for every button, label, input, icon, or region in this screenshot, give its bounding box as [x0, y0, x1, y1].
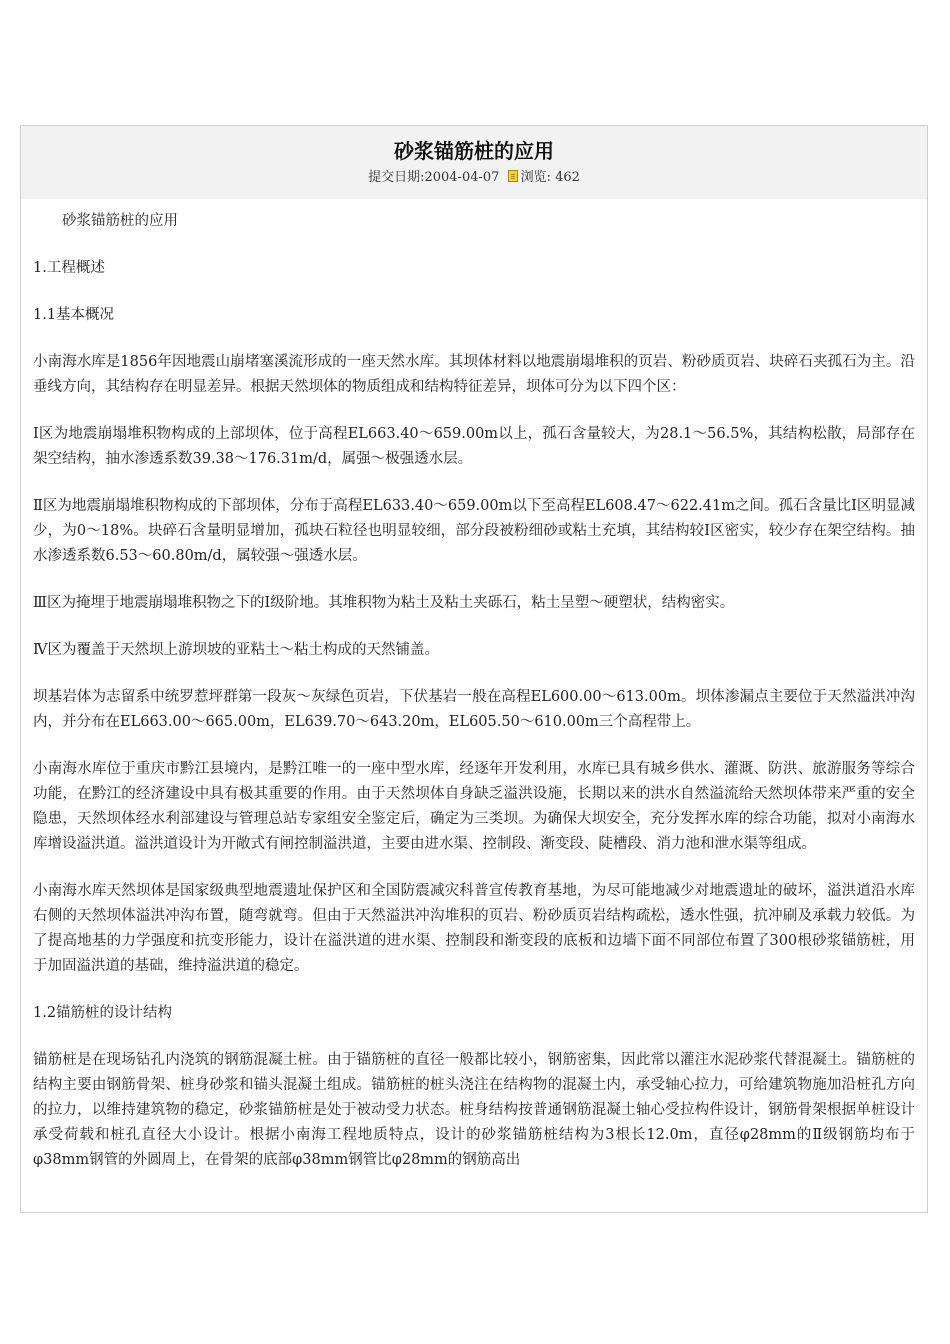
views-label: 浏览:: [520, 170, 551, 185]
paragraph: Ⅳ区为覆盖于天然坝上游坝坡的亚粘土～粘土构成的天然铺盖。: [33, 642, 439, 658]
article-header: [21, 126, 927, 199]
article-title: 砂浆锚筋桩的应用: [394, 139, 554, 163]
date-label: 提交日期:: [368, 170, 425, 185]
paragraph: 小南海水库位于重庆市黔江县境内，是黔江唯一的一座中型水库，经逐年开发利用，水库已具有城乡供水、灌溉、防洪、旅游服务等综合功能，在黔江的经济建设中具有极其重要的作用。由于天然坝体自身缺乏溢洪设施，长期以来的洪水自然溢流给天然坝体带来严重的安全隐患，天然坝体经水利部建设与管理总站专家组安全鉴定后，确定为三类坝。为确保大坝安全，充分发挥水库的综合功能，拟对小南海水库增设溢洪道。溢洪道设计为开敞式有闸控制溢洪道，主要由进水渠、控制段、渐变段、陡槽段、消力池和泄水渠等组成。: [33, 761, 915, 852]
view-count: 462: [555, 170, 580, 185]
paragraph: Ⅱ区为地震崩塌堆积物构成的下部坝体，分布于高程EL633.40～659.00m以下至高程EL608.47～622.41m之间。孤石含量比Ⅰ区明显减少，为0～18%。块碎石含量明显增加，孤块石粒径也明显较细，部分段被粉细砂或粘土充填，其结构较Ⅰ区密实，较少存在架空结构。抽水渗透系数6.53～60.80m/d，属较强～强透水层。: [33, 498, 915, 564]
paragraph: 小南海水库天然坝体是国家级典型地震遗址保护区和全国防震减灾科普宣传教育基地，为尽可能地减少对地震遗址的破坏，溢洪道沿水库右侧的天然坝体溢洪冲沟布置，随弯就弯。但由于天然溢洪冲沟堆积的页岩、粉砂质页岩结构疏松，透水性强，抗冲刷及承载力较低。为了提高地基的力学强度和抗变形能力，设计在溢洪道的进水渠、控制段和渐变段的底板和边墙下面不同部位布置了300根砂浆锚筋桩，用于加固溢洪道的基础，维持溢洪道的稳定。: [33, 883, 915, 974]
paragraph: Ⅰ区为地震崩塌堆积物构成的上部坝体，位于高程EL663.40～659.00m以上，孤石含量较大，为28.1～56.5%，其结构松散，局部存在架空结构，抽水渗透系数39.38～176.31m/d，属强～极强透水层。: [33, 426, 915, 467]
paragraph: Ⅲ区为掩埋于地震崩塌堆积物之下的Ⅰ级阶地。其堆积物为粘土及粘土夹砾石，粘土呈塑～硬塑状，结构密实。: [33, 595, 735, 611]
section-heading: 1.1基本概况: [33, 307, 115, 323]
section-heading: 1.2锚筋桩的设计结构: [33, 1005, 173, 1021]
document-icon: [508, 170, 518, 182]
article-meta: [21, 170, 927, 186]
submit-date: 2004-04-07: [424, 170, 500, 185]
section-heading: 1.工程概述: [33, 260, 105, 276]
paragraph: 锚筋桩是在现场钻孔内浇筑的钢筋混凝土桩。由于锚筋桩的直径一般都比较小，钢筋密集，因此常以灌注水泥砂浆代替混凝土。锚筋桩的结构主要由钢筋骨架、桩身砂浆和锚头混凝土组成。锚筋桩的桩头浇注在结构物的混凝土内，承受轴心拉力，可给建筑物施加沿桩孔方向的拉力，以维持建筑物的稳定，砂浆锚筋桩是处于被动受力状态。桩身结构按普通钢筋混凝土轴心受拉构件设计，钢筋骨架根据单桩设计承受荷载和桩孔直径大小设计。根据小南海工程地质特点，设计的砂浆锚筋桩结构为3根长12.0m，直径φ28mm的Ⅱ级钢筋均布于φ38mm钢管的外圆周上，在骨架的底部φ38mm钢管比φ28mm的钢筋高出: [33, 1052, 915, 1168]
paragraph: 砂浆锚筋桩的应用: [62, 213, 178, 229]
article-card: [20, 125, 928, 1213]
article-body: [21, 199, 927, 1173]
paragraph: 坝基岩体为志留系中统罗惹坪群第一段灰～灰绿色页岩，下伏基岩一般在高程EL600.00～613.00m。坝体渗漏点主要位于天然溢洪冲沟内，并分布在EL663.00～665.00m，EL639.70～643.20m，EL605.50～610.00m三个高程带上。: [33, 689, 915, 730]
paragraph: 小南海水库是1856年因地震山崩堵塞溪流形成的一座天然水库。其坝体材料以地震崩塌堆积的页岩、粉砂质页岩、块碎石夹孤石为主。沿垂线方向，其结构存在明显差异。根据天然坝体的物质组成和结构特征差异，坝体可分为以下四个区：: [33, 354, 915, 395]
